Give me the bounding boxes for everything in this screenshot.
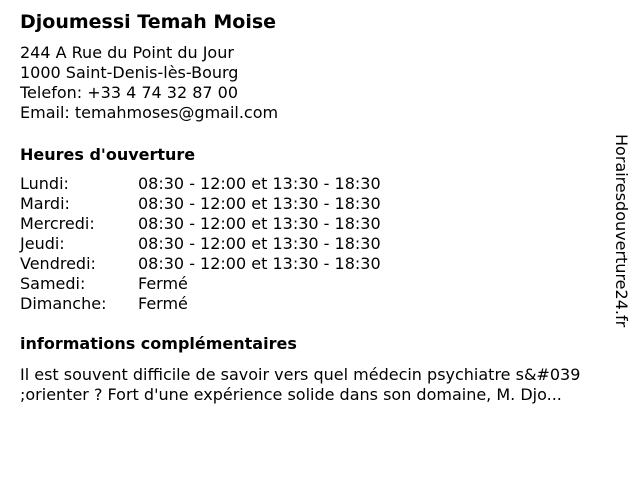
description-line: Il est souvent difficile de savoir vers quel médecin psychiatre s&#039	[20, 365, 581, 384]
business-name: Djoumessi Temah Moise	[20, 11, 277, 33]
phone-line: Telefon: +33 4 74 32 87 00	[20, 83, 239, 102]
day-label: Mercredi:	[20, 214, 95, 233]
time-value: 08:30 - 12:00 et 13:30 - 18:30	[138, 254, 381, 273]
day-label: Vendredi:	[20, 254, 96, 273]
time-value: 08:30 - 12:00 et 13:30 - 18:30	[138, 234, 381, 253]
hours-row-wednesday	[20, 214, 381, 234]
contact-block	[20, 43, 278, 123]
hours-row-friday	[20, 254, 381, 274]
time-value: Fermé	[138, 294, 188, 313]
time-value: 08:30 - 12:00 et 13:30 - 18:30	[138, 194, 381, 213]
email-line: Email: temahmoses@gmail.com	[20, 103, 279, 122]
hours-row-monday	[20, 174, 381, 194]
hours-row-saturday	[20, 274, 381, 294]
hours-table	[20, 174, 381, 314]
day-label: Lundi:	[20, 174, 69, 193]
info-description	[20, 365, 630, 405]
day-label: Jeudi:	[20, 234, 65, 253]
address-line-street: 244 A Rue du Point du Jour	[20, 43, 234, 62]
day-label: Dimanche:	[20, 294, 107, 313]
address-line-city: 1000 Saint-Denis-lès-Bourg	[20, 63, 239, 82]
day-label: Samedi:	[20, 274, 86, 293]
hours-row-thursday	[20, 234, 381, 254]
info-heading: informations complémentaires	[20, 334, 297, 353]
hours-row-tuesday	[20, 194, 381, 214]
time-value: 08:30 - 12:00 et 13:30 - 18:30	[138, 214, 381, 233]
day-label: Mardi:	[20, 194, 70, 213]
description-line: ;orienter ? Fort d'une expérience solide dans son domaine, M. Djo...	[20, 385, 562, 404]
hours-row-sunday	[20, 294, 381, 314]
time-value: 08:30 - 12:00 et 13:30 - 18:30	[138, 174, 381, 193]
site-watermark: Horairesdouverture24.fr	[612, 134, 631, 328]
hours-heading: Heures d'ouverture	[20, 145, 196, 164]
time-value: Fermé	[138, 274, 188, 293]
